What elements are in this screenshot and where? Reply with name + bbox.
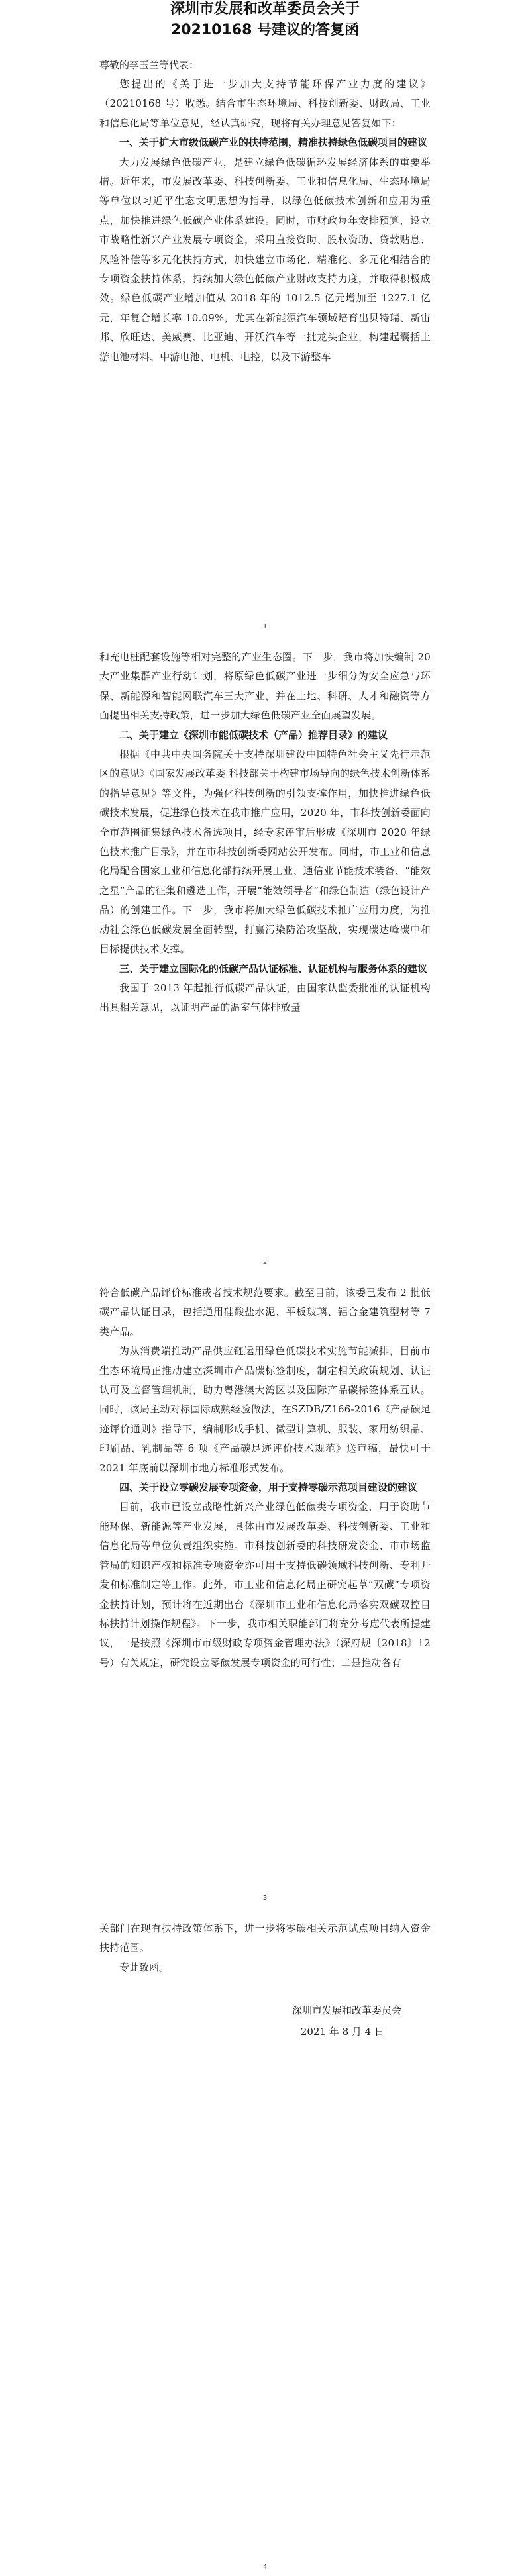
- page-number: 2: [262, 1259, 268, 1266]
- section-4-heading: 四、关于设立零碳发展专项资金，用于支持零碳示范项目建设的建议: [119, 1481, 418, 1494]
- section-1-heading: 一、关于扩大市级低碳产业的扶持范围，精准扶持绿色低碳项目的建议: [119, 136, 428, 149]
- section-2-paragraph: 根据《中共中央国务院关于支持深圳建设中国特色社会主义先行示范区的意见》《国家发展改革委 科技部关于构建市场导向的绿色技术创新体系的指导意见》等文件，为强化科技创新的引领支撑作用，加快推进绿色低碳技术发展，促进绿色技术在我市推广应用，2020 年，市科技创新委面向全市范围征集绿色技术备选项目，经专家评审后形成《深圳市 2020 年绿色技术推广目录》，并在市科技创新委网站公开发布。同时，市工业和信息化局配合国家工业和信息化部持续开展工业、通信业节能技术装备、“能效之星”产品的征集和遴选工作，开展“能效领导者”和绿色制造（绿色设计产品）的创建工作。下一步，我市将加大绿色低碳技术推广应用力度，为推动社会绿色低碳发展全面转型，打赢污染防治攻坚战，实现碳达峰碳中和目标提供技术支撑。: [99, 748, 431, 956]
- section-3-heading: 三、关于建立国际化的低碳产品认证标准、认证机构与服务体系的建议: [119, 962, 428, 975]
- section-4-paragraph: 目前，我市已设立战略性新兴产业绿色低碳类专项资金，用于资助节能环保、新能源等产业发展，具体由市发展改革委、科技创新委、工业和信息化局等单位负责组织实施。市科技创新委的科技研发资金、市市场监管局的知识产权和标准专项资金亦可用于支持低碳领域科技创新、专利开发和标准制定等工作。此外，市工业和信息化局正研究起草“双碳”专项资金扶持计划，预计将在近期出台《深圳市工业和信息化局落实双碳双控目标扶持计划操作规程》。下一步，我市相关职能部门将充分考虑代表所提建议，一是按照《深圳市市级财政专项资金管理办法》（深府规〔2018〕12 号）有关规定，研究设立零碳发展专项资金的可行性；二是推动各有: [99, 1501, 431, 1669]
- section-3-paragraph-continued: 符合低碳产品评价标准或者技术规范要求。截至目前，该委已发布 2 批低碳产品认证目录，包括通用硅酸盐水泥、平板玻璃、铝合金建筑型材等 7 类产品。: [99, 1287, 431, 1338]
- page-number: 3: [262, 1895, 268, 1902]
- document-title: [99, 0, 431, 41]
- section-3-paragraph-2: 为从消费端推动产品供应链运用绿色低碳技术实施节能减排，目前市生态环境局正推动建立深圳市产品碳标签制度，制定相关政策规划、认证认可及监督管理机制，助力粤港澳大湾区以及国际产品碳标签体系互认。同时，该局主动对标国际成熟经验做法，在SZDB/Z166-2016《产品碳足迹评价通则》指导下，编制形成手机、微型计算机、服装、家用纺织品、印刷品、乳制品等 6 项《产品碳足迹评价技术规范》送审稿，最快可于 2021 年底前以深圳市地方标准形式发布。: [99, 1345, 431, 1474]
- section-1-paragraph: 大力发展绿色低碳产业，是建立绿色低碳循环发展经济体系的重要举措。近年来，市发展改革委、科技创新委、工业和信息化局、生态环境局等单位以习近平生态文明思想为指导，以绿色低碳技术创新和应用为重点，加快推进绿色低碳产业体系建设。同时，市财政每年安排预算，设立市战略性新兴产业发展专项资金，采用直接资助、股权资助、贷款贴息、风险补偿等多元化扶持方式，加快建立市场化、精准化、多元化相结合的专项资金扶持体系，持续加大绿色低碳产业财政支持力度，并取得积极成效。绿色低碳产业增加值从 2018 年的 1012.5 亿元增加至 1227.1 亿元，年复合增长率 10.09%，尤其在新能源汽车领域培育出贝特瑞、新宙邦、欣旺达、美威赛、比亚迪、开沃汽车等一批龙头企业，构建起囊括上游电池材料、中游电池、电机、电控，以及下游整车: [99, 156, 431, 363]
- title-line-1: 深圳市发展和改革委员会关于: [170, 1, 360, 17]
- closing-remark: 专此致函。: [119, 1961, 170, 1973]
- section-2-heading: 二、关于建立《深圳市能低碳技术（产品）推荐目录》的建议: [119, 728, 388, 741]
- section-1-paragraph-continued: 和充电桩配套设施等相对完整的产业生态圈。下一步，我市将加快编制 20 大产业集群产业行动计划，将原绿色低碳产业进一步细分为安全应急与环保、新能源和智能网联汽车三大产业，并在土地、科研、人才和融资等方面提出相关支持政策，进一步加大绿色低碳产业全面展望发展。: [99, 651, 431, 722]
- page-number: 4: [262, 2563, 268, 2571]
- page-number: 1: [262, 623, 268, 630]
- page-3: [0, 1271, 530, 1907]
- page-1: [0, 0, 530, 636]
- signature-block: [99, 2000, 431, 2042]
- salutation: 尊敬的李玉兰等代表：: [99, 59, 199, 71]
- signature-date: 2021 年 8 月 4 日: [300, 2026, 384, 2038]
- page-2: [0, 636, 530, 1271]
- title-line-2: 20210168 号建议的答复函: [170, 22, 360, 38]
- section-4-paragraph-continued: 关部门在现有扶持政策体系下，进一步将零碳相关示范试点项目纳入资金扶持范围。: [99, 1922, 431, 1954]
- section-3-paragraph: 我国于 2013 年起推行低碳产品认证，由国家认监委批准的认证机构出具相关意见，以证明产品的温室气体排放量: [99, 981, 431, 1014]
- signature-org: 深圳市发展和改革委员会: [292, 2005, 401, 2017]
- intro-paragraph: 您提出的《关于进一步加大支持节能环保产业力度的建议》（20210168 号）收悉。结合市生态环境局、科技创新委、财政局、工业和信息化局等单位意见，经认真研究，现将有关办理意见答复如下：: [99, 78, 431, 129]
- page-4: [0, 1907, 530, 2576]
